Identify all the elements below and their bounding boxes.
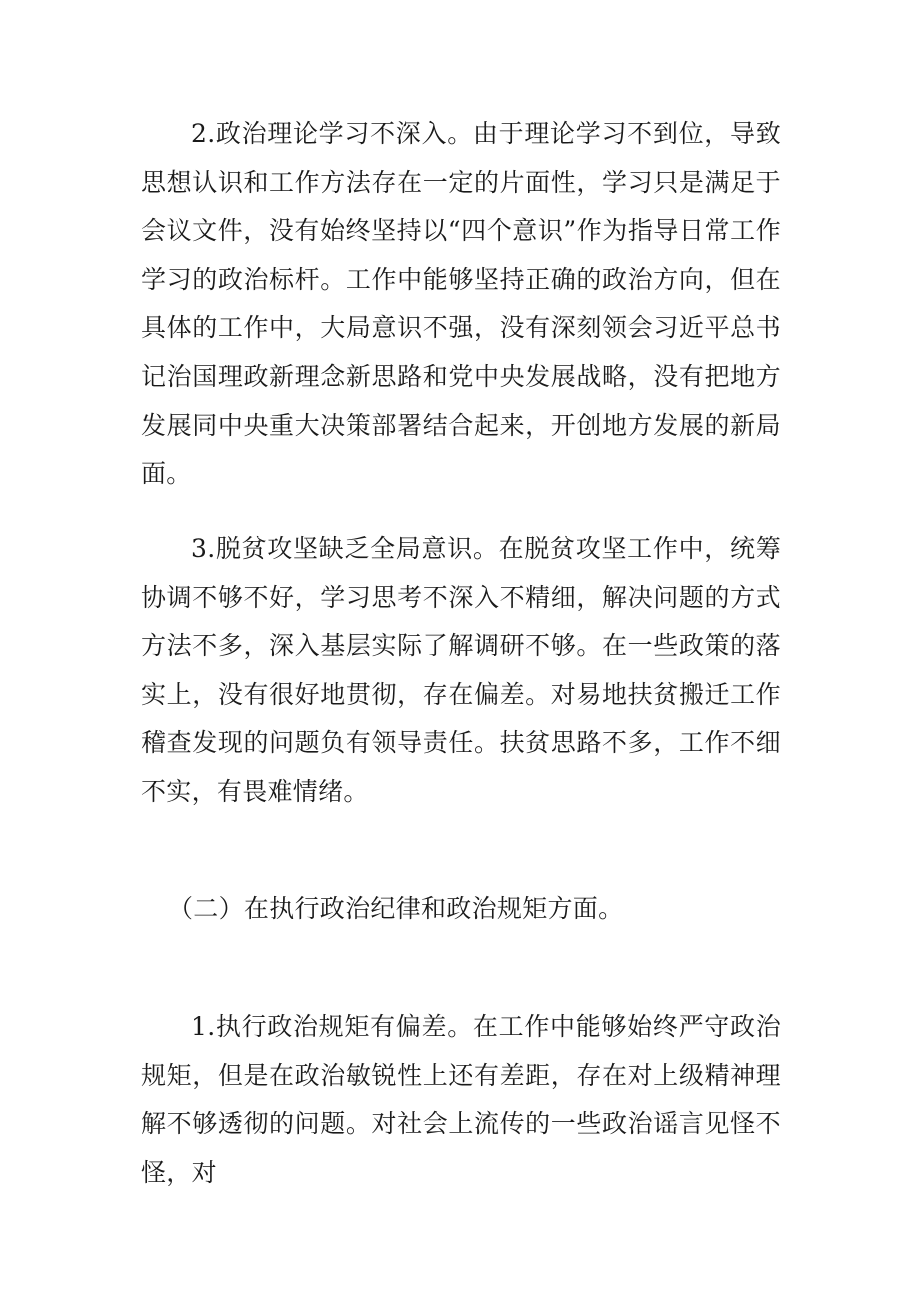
paragraph-poverty-alleviation: 3.脱贫攻坚缺乏全局意识。在脱贫攻坚工作中，统筹协调不够不好，学习思考不深入不精细，解决问题的方式方法不多，深入基层实际了解调研不够。在一些政策的落实上，没有很好地贯彻，存在偏差。对易地扶贫搬迁工作稽查发现的问题负有领导责任。扶贫思路不多，工作不细不实，有畏难情绪。: [141, 534, 781, 806]
paragraph-political-rules: 1.执行政治规矩有偏差。在工作中能够始终严守政治规矩，但是在政治敏锐性上还有差距，存在对上级精神理解不够透彻的问题。对社会上流传的一些政治谣言见怪不怪，对: [141, 1012, 781, 1187]
paragraph-political-theory-study: 2.政治理论学习不深入。由于理论学习不到位，导致思想认识和工作方法存在一定的片面性，学习只是满足于会议文件，没有始终坚持以“四个意识”作为指导日常工作学习的政治标杆。工作中能够坚持正确的政治方向，但在具体的工作中，大局意识不强，没有深刻领会习近平总书记治国理政新理念新思路和党中央发展战略，没有把地方发展同中央重大决策部署结合起来，开创地方发展的新局面。: [141, 119, 781, 489]
section-heading-political-discipline: （二）在执行政治纪律和政治规矩方面。: [168, 894, 624, 923]
